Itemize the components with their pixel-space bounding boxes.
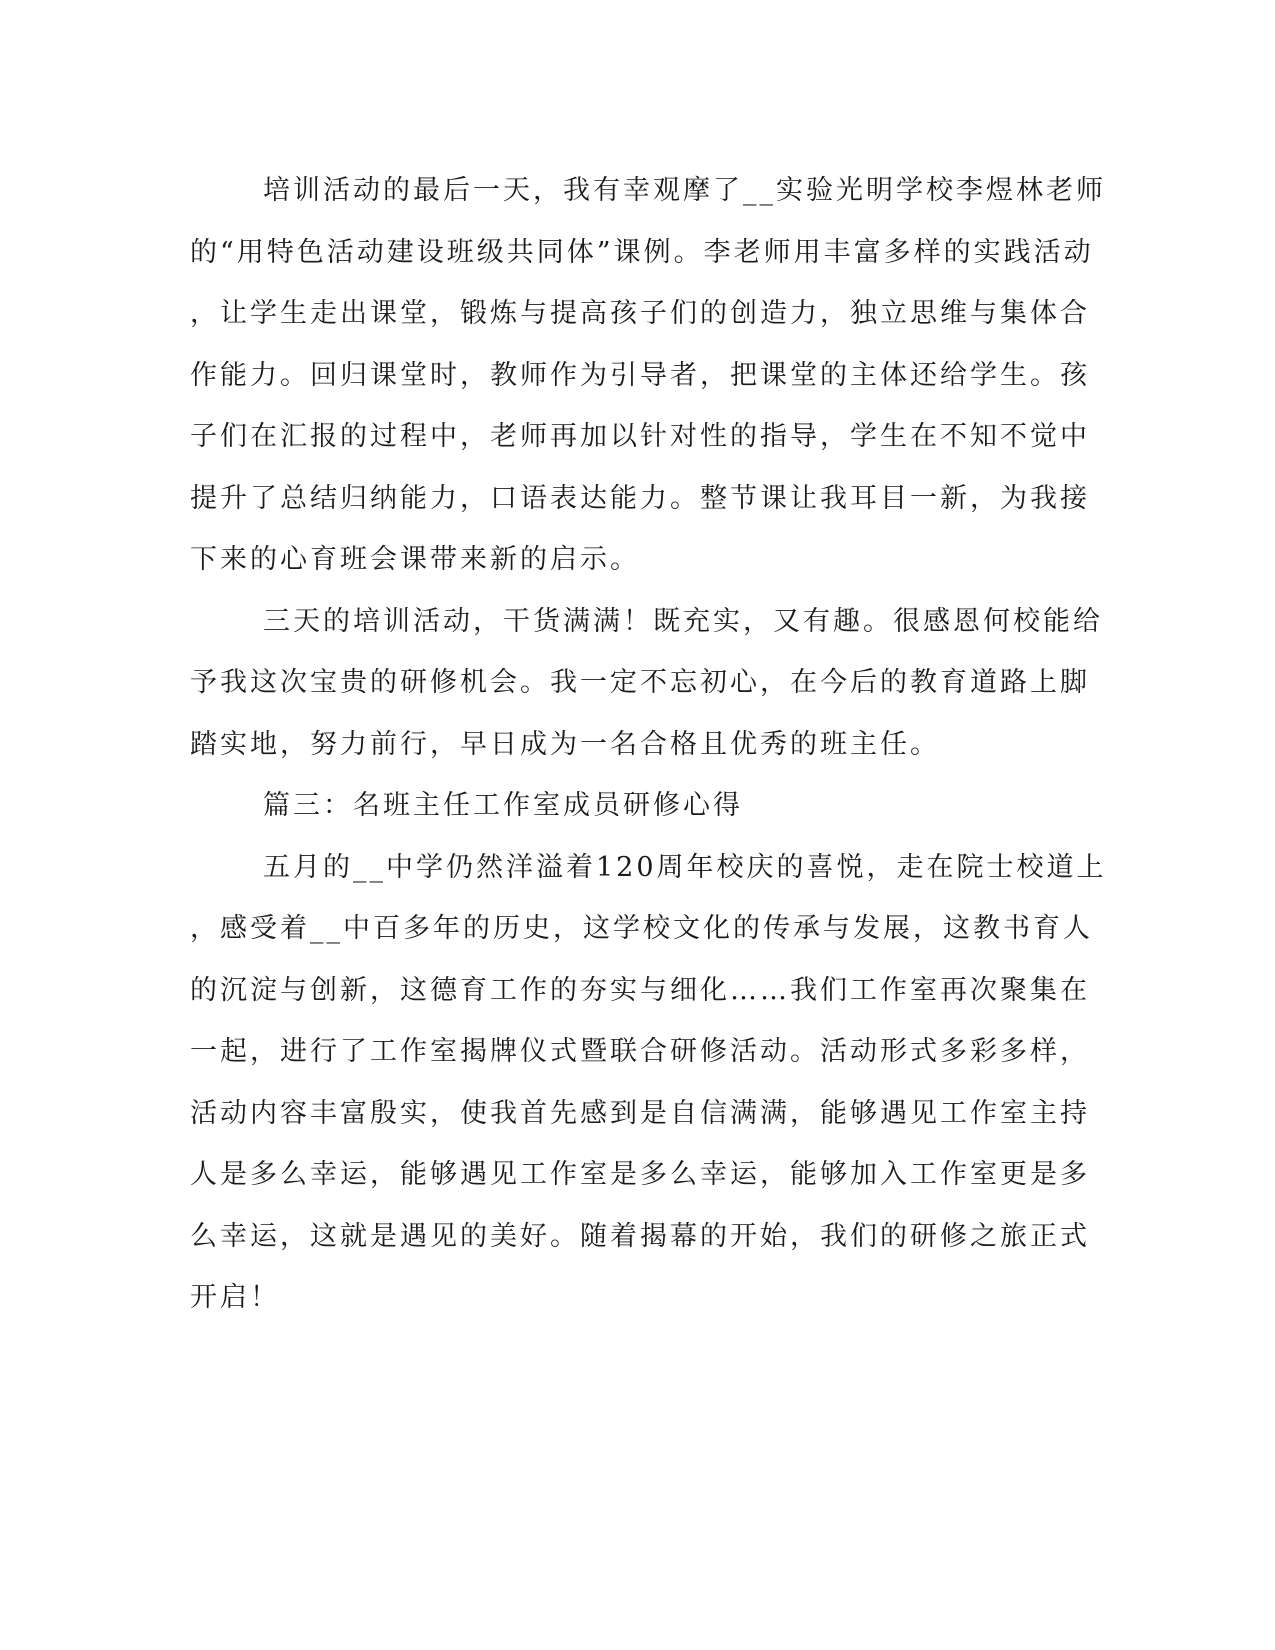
text-line: ，让学生走出课堂，锻炼与提高孩子们的创造力，独立思维与集体合 <box>190 298 1090 329</box>
text-line: 开启！ <box>190 1282 280 1313</box>
text-line: 提升了总结归纳能力，口语表达能力。整节课让我耳目一新，为我接 <box>190 482 1090 514</box>
text-line: 五月的__中学仍然洋溢着120周年校庆的喜悦，走在院士校道上 <box>263 851 1107 883</box>
text-line: 的沉淀与创新，这德育工作的夯实与细化……我们工作室再次聚集在 <box>190 974 1090 1006</box>
text-line: 下来的心育班会课带来新的启示。 <box>190 544 640 575</box>
paragraph-may-school <box>190 837 1107 1329</box>
text-line: 作能力。回归课堂时，教师作为引导者，把课堂的主体还给学生。孩 <box>190 359 1090 391</box>
heading-text: 篇三：名班主任工作室成员研修心得 <box>263 790 743 821</box>
paragraph-three-days-training <box>190 591 1103 776</box>
text-line: ，感受着__中百多年的历史，这学校文化的传承与发展，这教书育人 <box>190 913 1093 944</box>
text-line: 子们在汇报的过程中，老师再加以针对性的指导，学生在不知不觉中 <box>190 421 1090 452</box>
text-line: 的“用特色活动建设班级共同体”课例。李老师用丰富多样的实践活动 <box>190 236 1094 268</box>
text-line: 培训活动的最后一天，我有幸观摩了__实验光明学校李煜林老师 <box>263 175 1106 206</box>
text-line: 么幸运，这就是遇见的美好。随着揭幕的开始，我们的研修之旅正式 <box>190 1220 1090 1252</box>
section-heading <box>190 775 1060 837</box>
paragraph-training-last-day <box>190 160 1106 591</box>
text-line: 予我这次宝贵的研修机会。我一定不忘初心，在今后的教育道路上脚 <box>190 667 1090 698</box>
text-line: 踏实地，努力前行，早日成为一名合格且优秀的班主任。 <box>190 728 940 760</box>
text-line: 三天的培训活动，干货满满！既充实，又有趣。很感恩何校能给 <box>263 605 1103 637</box>
text-line: 一起，进行了工作室揭牌仪式暨联合研修活动。活动形式多彩多样， <box>190 1036 1090 1067</box>
text-line: 人是多么幸运，能够遇见工作室是多么幸运，能够加入工作室更是多 <box>190 1159 1090 1190</box>
document-body <box>190 160 1107 1329</box>
text-line: 活动内容丰富殷实，使我首先感到是自信满满，能够遇见工作室主持 <box>190 1097 1090 1129</box>
